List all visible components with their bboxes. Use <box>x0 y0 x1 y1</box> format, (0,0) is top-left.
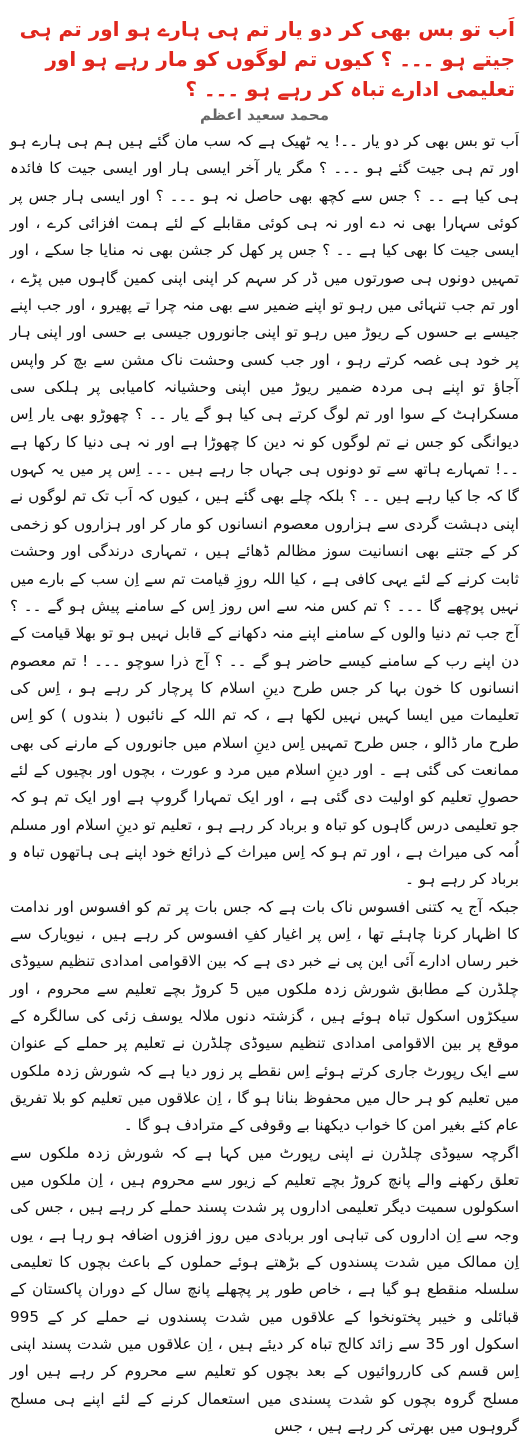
paragraph-1: اَب تو بس بھی کر دو یار ۔۔! یہ ٹھیک ہے کہ سب مان گئے ہیں ہم ہی ہارے ہو اور تم ہی جیت گئے ہو ۔۔۔ ؟ مگر یار آخر ایسی ہار اور ایسی جیت کا فائدہ ہی کیا ہے ۔۔ ؟ جس سے کچھ بھی حاصل نہ ہو ۔۔۔ ؟ اور ایسی ہار جس پر کوئی سہارا بھی نہ دے اور نہ ہی کوئی مقابلے کے لئے ہمت افزائی کرے ، اور ایسی جیت کا بھی کیا ہے ۔۔ ؟ جس پر کھل کر جشن بھی نہ منایا جا سکے ، اور تمہیں دونوں ہی صورتوں میں ڈر کر سہم کر اپنی اپنی کمین گاہوں میں پڑے ، اور تم جب تنہائی میں رہو تو اپنے ضمیر سے بھی منہ چرا تے پھیرو ، اور جب اپنے جیسے بے حسوں کے ریوڑ میں رہو تو اپنی جانوروں جیسی بے حسی اور اپنی ہار پر خود ہی غصہ کرتے رہو ، اور جب کسی وحشت ناک مشن سے بچ کر واپس آجاؤ تو اپنے ہی مردہ ضمیر ریوڑ میں اپنی وحشیانہ کامیابی پر ہلکی سی مسکراہٹ کے سوا اور تم لوگ کرتے ہی کیا ہو گے یار ۔۔ ؟ چھوڑو بھی یار اِس دیوانگی کو جس نے تم لوگوں کو نہ دین کا چھوڑا ہے اور نہ ہی دنیا کا رکھا ہے ۔۔! تمہارے ہاتھ سے تو دونوں ہی جہاں جا رہے ہیں ۔۔۔ اِس پر میں یہ کہوں گا کہ جا کیا رہے ہیں ۔۔ ؟ بلکہ چلے بھی گئے ہیں ، کیوں کہ اَب تک تم لوگوں نے اپنی دہشت گردی سے ہزاروں معصوم انسانوں کو مار کر اور ہزاروں کو زخمی کر کے جتنے بھی انسانیت سوز مظالم ڈھائے ہیں ، تمہاری درندگی اور وحشت ثابت کرنے کے لئے یہی کافی ہے ، کیا اللہ روزِ قیامت تم سے اِن سب کے بارے میں نہیں پوچھے گا ۔۔۔ ؟ تم کس منہ سے اس روز اِس کے سامنے پیش ہو گے ۔۔ ؟ آج جب تم دنیا والوں کے سامنے اپنے منہ دکھانے کے قابل نہیں ہو تو بھلا قیامت کے دن اپنے رب کے سامنے کیسے حاضر ہو گے ۔۔ ؟ آج ذرا سوچو ۔۔۔ ! تم معصوم انسانوں کا خون بہا کر جس طرح دینِ اسلام کا پرچار کر رہے ہو ، اِس کی تعلیمات میں ایسا کہیں نہیں لکھا ہے ، کہ تم اللہ کے نائبوں ( بندوں ) کو اِس طرح مار ڈالو ، جس طرح تمہیں اِس دینِ اسلام میں جانوروں کے مارنے کی بھی ممانعت کی گئی ہے ۔ اور دینِ اسلام میں مرد و عورت ، بچوں اور بچیوں کے لئے حصولِ تعلیم کو اولیت دی گئی ہے ، اور ایک تمہارا گروپ ہے اور ایک تم ہو کہ جو تعلیمی درس گاہوں کو تباہ و برباد کر رہے ہو ، تعلیم تو دینِ اسلام اور مسلم اُمہ کی میراث ہے ، اور تم ہو کہ اِس میراث کے ذرائع خود اپنے ہی ہاتھوں تباہ و برباد کر رہے ہو ۔ <box>10 132 519 889</box>
paragraph-2: جبکہ آج یہ کتنی افسوس ناک بات ہے کہ جس بات پر تم کو افسوس اور ندامت کا اظہار کرنا چاہئے تھا ، اِس پر اغیار کفِ افسوس کر رہے ہیں ، نیویارک سے خبر رساں ادارے آئی این پی نے خبر دی ہے کہ بین الاقوامی امدادی تنظیم سیوڈی چلڈرن کے مطابق شورش زدہ ملکوں میں 5 کروڑ بچے تعلیم سے محروم ، اور سیکڑوں اسکول تباہ ہوئے ہیں ، گزشتہ دنوں ملالہ یوسف زئی کی سالگرہ کے موقع پر بین الاقوامی امدادی تنظیم سیوڈی چلڈرن نے تعلیم پر حملے کے عنوان سے ایک رپورٹ جاری کرتے ہوئے اِس نقطے پر زور دیا ہے کہ شورش زدہ ملکوں میں تعلیم کو ہر حال میں محفوظ بنانا ہو گا ، اِن علاقوں میں تعلیم کو بلا تفریق عام کئے بغیر امن کا خواب دیکھنا بے وقوفی کے مترادف ہو گا ۔ <box>10 897 520 1135</box>
article-body <box>10 128 519 1441</box>
paragraph-3: اگرچہ سیوڈی چلڈرن نے اپنی رپورٹ میں کہا ہے کہ شورش زدہ ملکوں سے تعلق رکھنے والے پانچ کروڑ بچے تعلیم کے زیور سے محروم ہیں ، اِن ملکوں میں اسکولوں سمیت دیگر تعلیمی اداروں پر شدت پسند حملے کر رہے ہیں ، جس کی وجہ سے اِن اداروں کی تباہی اور بربادی میں روز افزوں اضافہ ہو رہا ہے ، یوں اِن ممالک میں شدت پسندوں کے بڑھتے ہوئے حملوں کے باعث بچوں کا تعلیمی سلسلہ منقطع ہو گیا ہے ، خاص طور پر پچھلے پانچ سال کے دوران پاکستان کے قبائلی و خیبر پختونخوا کے علاقوں میں شدت پسندوں نے حملے کر کے 995 اسکول اور 35 سے زائد کالج تباہ کر دیئے ہیں ، اِن علاقوں میں شدت پسند اپنی اِس قسم کی کارروائیوں کے بعد بچوں کو تعلیم سے محروم کر رہے ہیں اور مسلح گروہ بچوں کو شدت پسندی میں استعمال کرنے کے لئے اپنے ہی مسلح گروہوں میں بھرتی کر رہے ہیں ، جس <box>10 1143 519 1436</box>
article-title: اَب تو بس بھی کر دو یار تم ہی ہارے ہو اور تم ہی جیتے ہو ۔۔۔ ؟ کیوں تم لوگوں کو مار رہے ہو اور تعلیمی ادارے تباہ کر رہے ہو ۔۔۔ ؟ <box>19 17 515 101</box>
author-byline: محمد سعید اعظم <box>199 106 330 124</box>
